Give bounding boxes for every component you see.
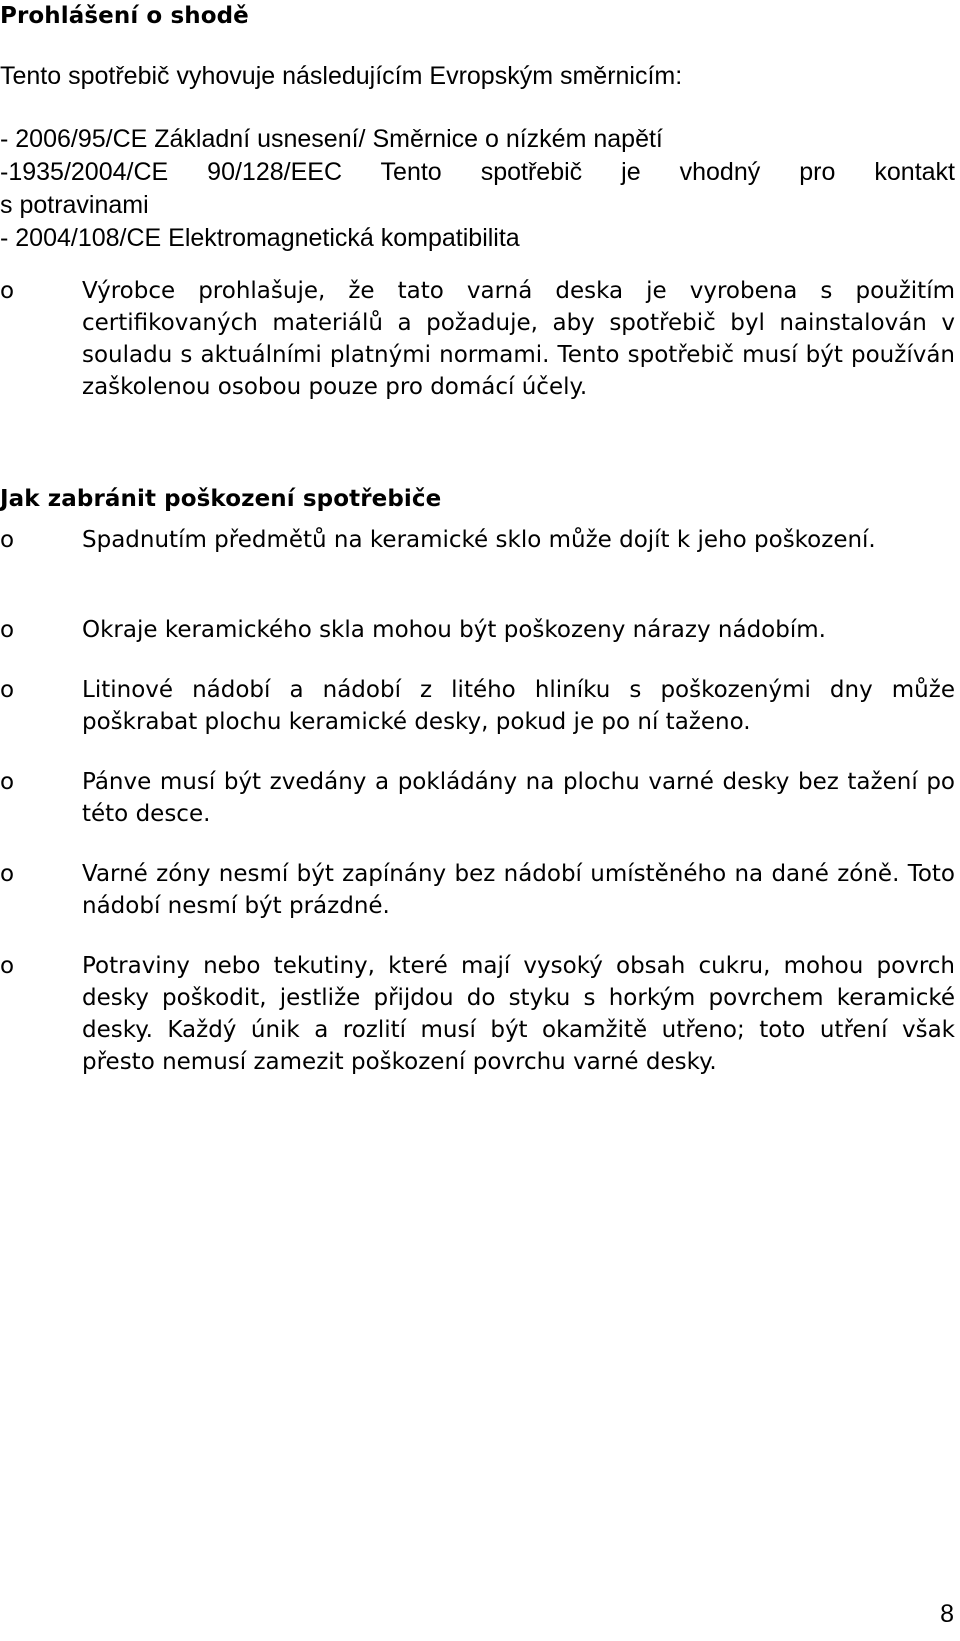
damage-bullet-text: Varné zóny nesmí být zapínány bez nádobí umístěného na dané zóně. Toto nádobí nesmí být prázdné.	[82, 861, 955, 919]
directive-line: - 2004/108/CE Elektromagnetická kompatibilita	[0, 224, 520, 252]
directive-line: -1935/2004/CE 90/128/EEC Tento spotřebič je vhodný pro kontakt	[0, 158, 955, 186]
directive-line: s potravinami	[0, 191, 149, 219]
section-heading: Jak zabránit poškození spotřebiče	[0, 486, 442, 512]
bullet-marker: o	[0, 617, 15, 643]
bullet-marker: o	[0, 953, 15, 979]
damage-bullet-text: Litinové nádobí a nádobí z litého hliníku s poškozenými dny může poškrabat plochu keramické desky, pokud je po ní taženo.	[82, 677, 955, 735]
directive-line: - 2006/95/CE Základní usnesení/ Směrnice o nízkém napětí	[0, 125, 663, 153]
damage-bullet-text: Pánve musí být zvedány a pokládány na plochu varné desky bez tažení po této desce.	[82, 769, 955, 827]
bullet-marker: o	[0, 769, 15, 795]
intro-text: Tento spotřebič vyhovuje následujícím Evropským směrnicím:	[0, 62, 683, 90]
bullet-marker: o	[0, 677, 15, 703]
damage-bullet-text: Spadnutím předmětů na keramické sklo může dojít k jeho poškození.	[82, 527, 876, 553]
directives-list	[0, 123, 955, 255]
declaration-bullet-text: Výrobce prohlašuje, že tato varná deska je vyrobena s použitím certifikovaných materiálů a požaduje, aby spotřebič byl nainstalován v souladu s aktuálními platnými normami. Tento spotřebič musí být používán zaškolenou osobou pouze pro domácí účely.	[82, 278, 955, 400]
damage-bullet-text: Okraje keramického skla mohou být poškozeny nárazy nádobím.	[82, 617, 826, 643]
page-number: 8	[940, 1600, 954, 1628]
bullet-marker: o	[0, 861, 15, 887]
bullet-marker: o	[0, 278, 15, 304]
page-title: Prohlášení o shodě	[0, 3, 249, 29]
bullet-marker: o	[0, 527, 15, 553]
damage-bullet-text: Potraviny nebo tekutiny, které mají vysoký obsah cukru, mohou povrch desky poškodit, jestliže přijdou do styku s horkým povrchem keramické desky. Každý únik a rozlití musí být okamžitě utřeno; toto utření však přesto nemusí zamezit poškození povrchu varné desky.	[82, 953, 955, 1075]
